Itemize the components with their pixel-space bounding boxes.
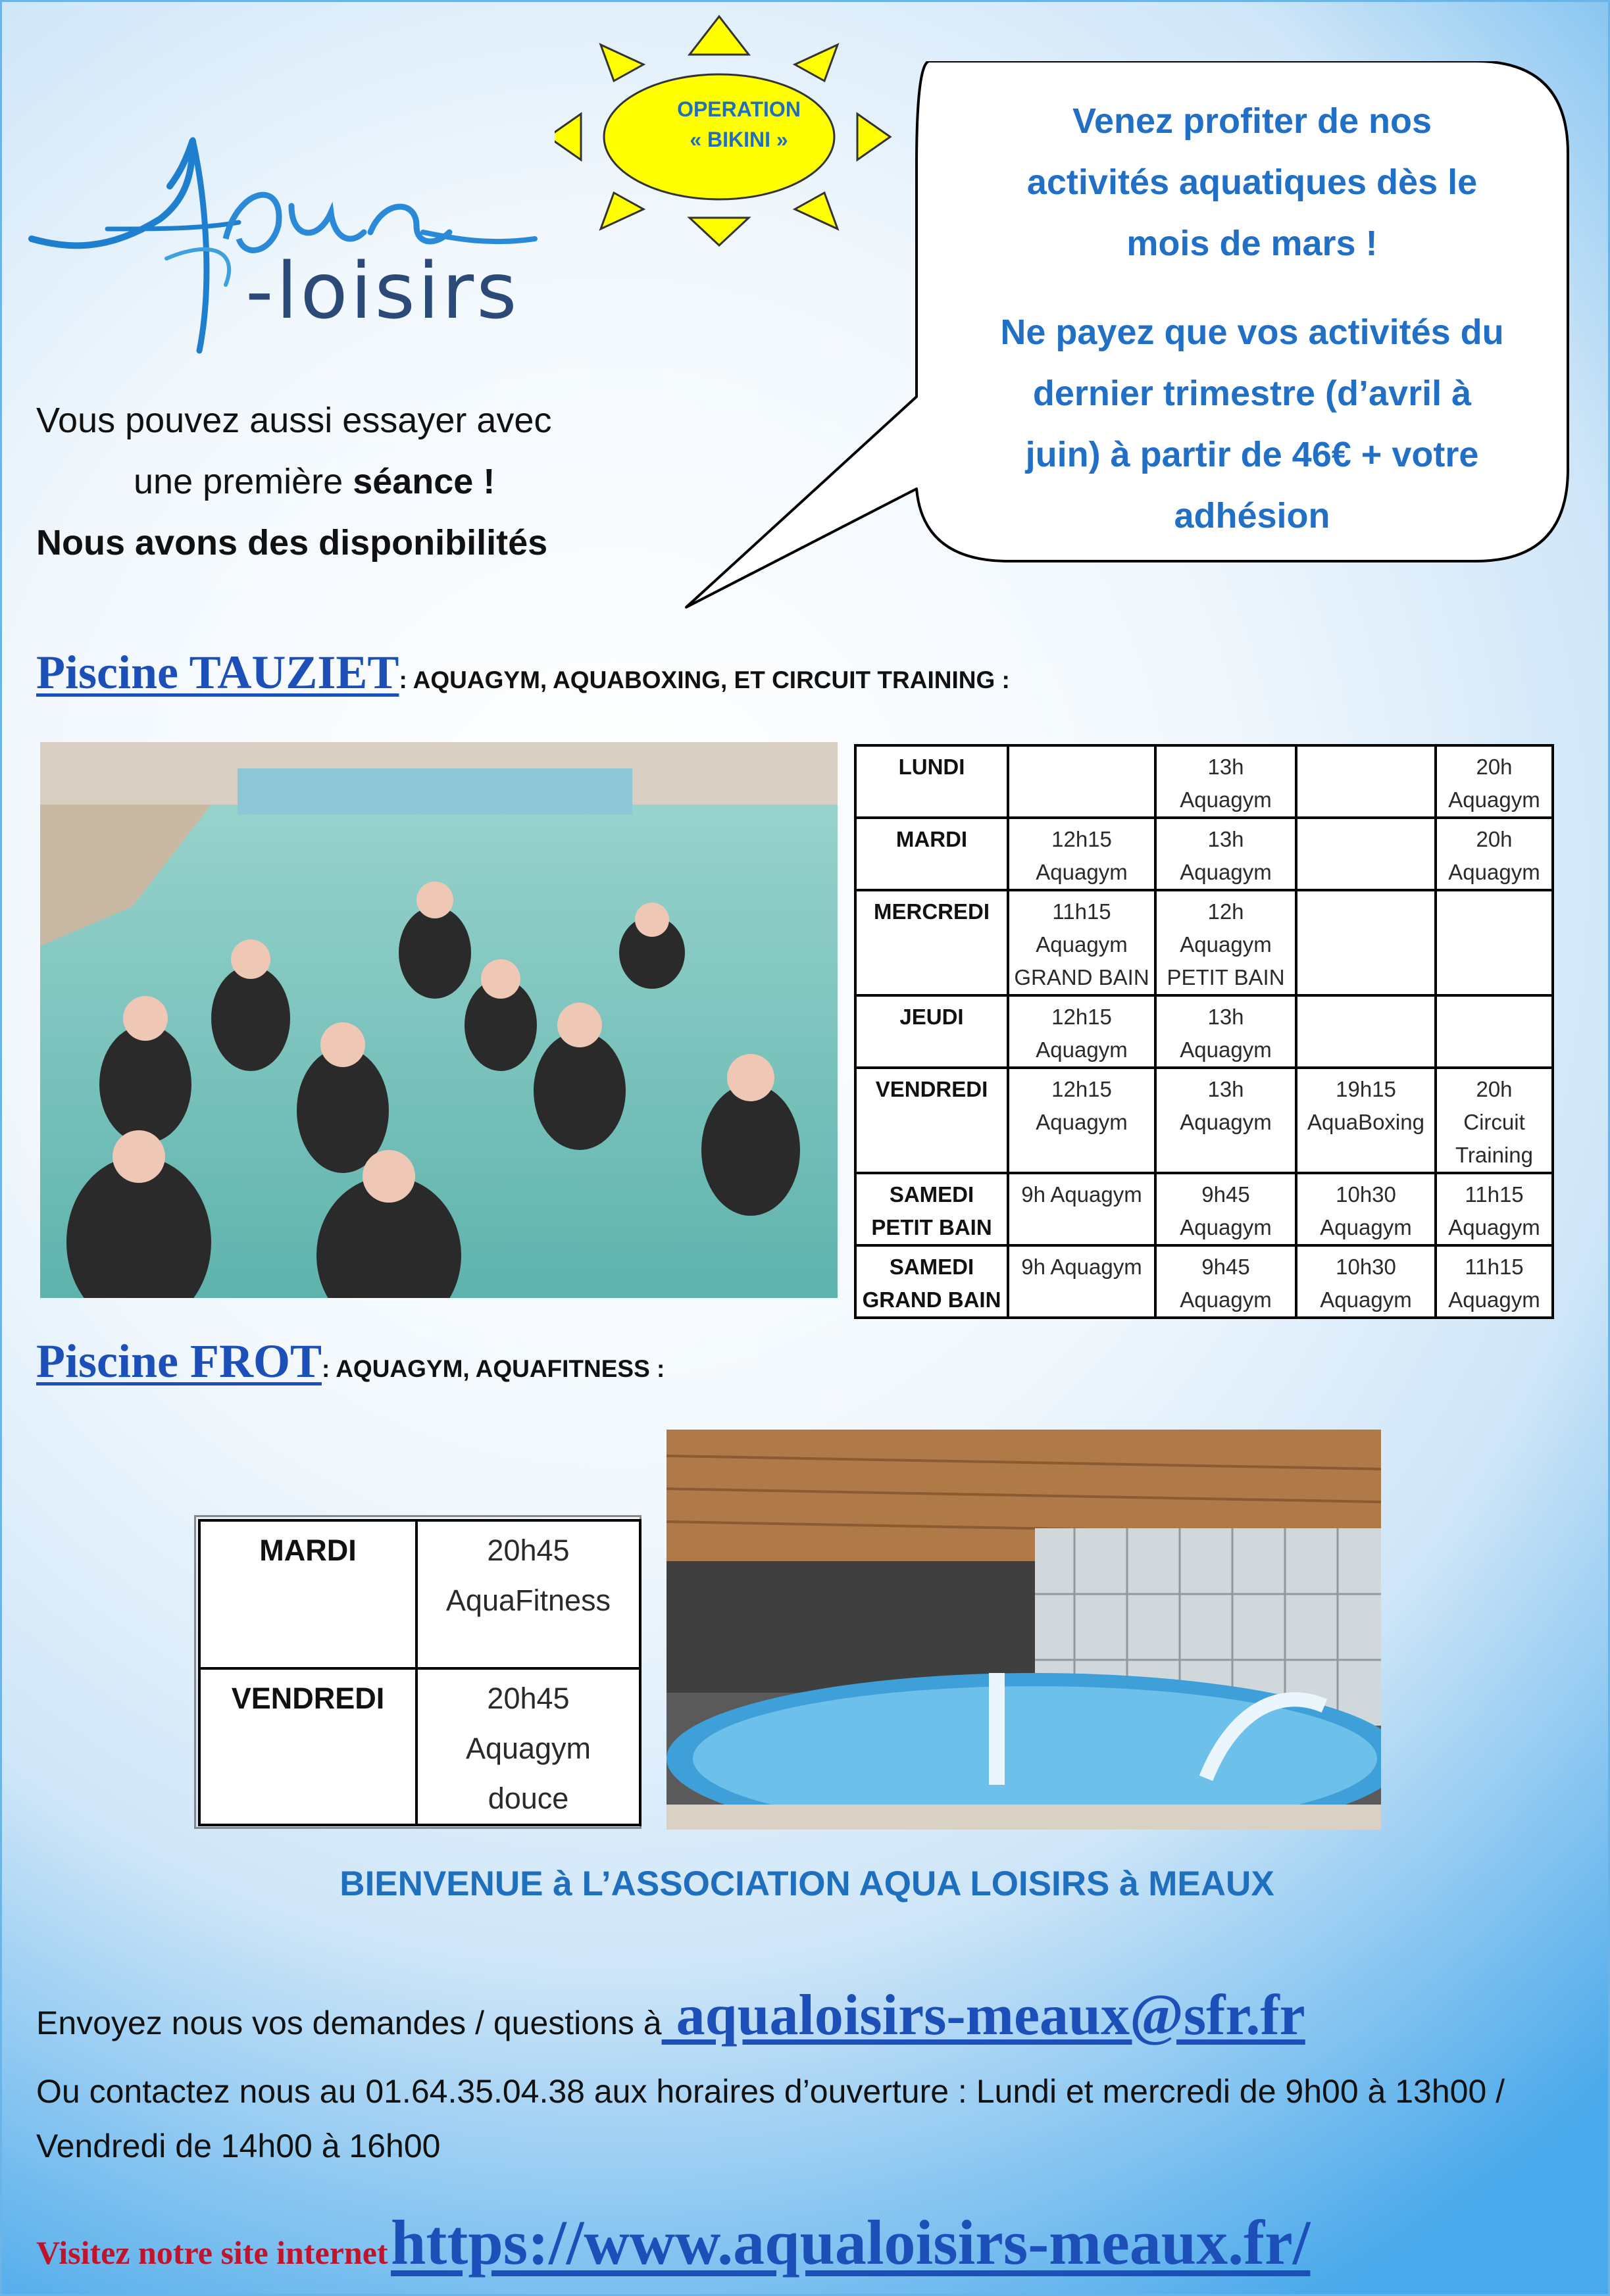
- session-cell: 10h30 Aquagym: [1296, 1173, 1436, 1245]
- session-cell: 9h Aquagym: [1008, 1173, 1155, 1245]
- session-cell: [1436, 995, 1553, 1068]
- day-cell: SAMEDI PETIT BAIN: [855, 1173, 1008, 1245]
- session-cell: 20h45 AquaFitness: [416, 1520, 640, 1668]
- tauziet-row: [855, 745, 1553, 818]
- day-cell: MARDI: [199, 1520, 416, 1668]
- tauziet-heading: Piscine TAUZIET: AQUAGYM, AQUABOXING, ET CIRCUIT TRAINING :: [36, 646, 1010, 699]
- tauziet-row: [855, 1068, 1553, 1173]
- session-cell: [1296, 995, 1436, 1068]
- session-cell: 12h Aquagym PETIT BAIN: [1155, 890, 1296, 995]
- session-cell: [1296, 818, 1436, 890]
- session-cell: 12h15 Aquagym: [1008, 995, 1155, 1068]
- operation-bikini-label: OPERATION « BIKINI »: [677, 97, 801, 151]
- session-cell: 13h Aquagym: [1155, 1068, 1296, 1173]
- session-cell: 11h15 Aquagym GRAND BAIN: [1008, 890, 1155, 995]
- contact-phone-text: Ou contactez nous au 01.64.35.04.38 aux horaires d’ouverture : Lundi et mercredi de 9h00 à 13h00 / Vendredi de 14h00 à 16h00: [36, 2073, 1505, 2164]
- tauziet-pool-photo: [40, 742, 838, 1298]
- website-line: Visitez notre site internet https://www.aqualoisirs-meaux.fr/: [36, 2207, 1311, 2278]
- session-cell: 9h Aquagym: [1008, 1245, 1155, 1318]
- session-cell: [1296, 890, 1436, 995]
- session-cell: 12h15 Aquagym: [1008, 1068, 1155, 1173]
- session-cell: 20h Circuit Training: [1436, 1068, 1553, 1173]
- tauziet-link[interactable]: Piscine TAUZIET: [36, 646, 399, 699]
- bubble-message: Venez profiter de nos activités aquatiques dès le mois de mars ! Ne payez que vos activités du dernier trimestre (d’avril à juin) à partir de 46€ + votre adhésion: [1000, 101, 1504, 536]
- frot-pool-photo: [667, 1430, 1381, 1830]
- frot-row: [199, 1520, 640, 1668]
- session-cell: [1008, 745, 1155, 818]
- session-cell: 9h45 Aquagym: [1155, 1173, 1296, 1245]
- website-link[interactable]: https://www.aqualoisirs-meaux.fr/: [391, 2207, 1311, 2278]
- contact-email-line: Envoyez nous vos demandes / questions à aqualoisirs-meaux@sfr.fr: [36, 1984, 1305, 2047]
- frot-heading: Piscine FROT: AQUAGYM, AQUAFITNESS :: [36, 1335, 665, 1387]
- logo-text: -loisirs: [245, 245, 520, 336]
- frot-link[interactable]: Piscine FROT: [36, 1335, 322, 1387]
- session-cell: 20h45 Aquagym douce: [416, 1668, 640, 1825]
- tauziet-row: [855, 890, 1553, 995]
- frot-row: [199, 1668, 640, 1825]
- frot-schedule-table: [198, 1519, 641, 1826]
- day-cell: LUNDI: [855, 745, 1008, 818]
- day-cell: VENDREDI: [199, 1668, 416, 1825]
- session-cell: 13h Aquagym: [1155, 818, 1296, 890]
- intro-text: Vous pouvez aussi essayer avec une première séance ! Nous avons des disponibilités: [36, 401, 552, 562]
- tauziet-row: [855, 1173, 1553, 1245]
- email-link[interactable]: aqualoisirs-meaux@sfr.fr: [661, 1984, 1305, 2047]
- session-cell: 10h30 Aquagym: [1296, 1245, 1436, 1318]
- session-cell: [1436, 890, 1553, 995]
- tauziet-row: [855, 1245, 1553, 1318]
- session-cell: 12h15 Aquagym: [1008, 818, 1155, 890]
- session-cell: 13h Aquagym: [1155, 745, 1296, 818]
- session-cell: 11h15 Aquagym: [1436, 1173, 1553, 1245]
- day-cell: MARDI: [855, 818, 1008, 890]
- day-cell: VENDREDI: [855, 1068, 1008, 1173]
- tauziet-row: [855, 995, 1553, 1068]
- aqua-loisirs-logo: [28, 87, 568, 377]
- day-cell: JEUDI: [855, 995, 1008, 1068]
- session-cell: 19h15 AquaBoxing: [1296, 1068, 1436, 1173]
- tauziet-row: [855, 818, 1553, 890]
- session-cell: 13h Aquagym: [1155, 995, 1296, 1068]
- session-cell: 20h Aquagym: [1436, 818, 1553, 890]
- tauziet-schedule-table: [854, 744, 1554, 1319]
- day-cell: SAMEDI GRAND BAIN: [855, 1245, 1008, 1318]
- session-cell: 11h15 Aquagym: [1436, 1245, 1553, 1318]
- session-cell: 9h45 Aquagym: [1155, 1245, 1296, 1318]
- session-cell: 20h Aquagym: [1436, 745, 1553, 818]
- session-cell: [1296, 745, 1436, 818]
- welcome-heading: BIENVENUE à L’ASSOCIATION AQUA LOISIRS à MEAUX: [340, 1864, 1274, 1903]
- day-cell: MERCREDI: [855, 890, 1008, 995]
